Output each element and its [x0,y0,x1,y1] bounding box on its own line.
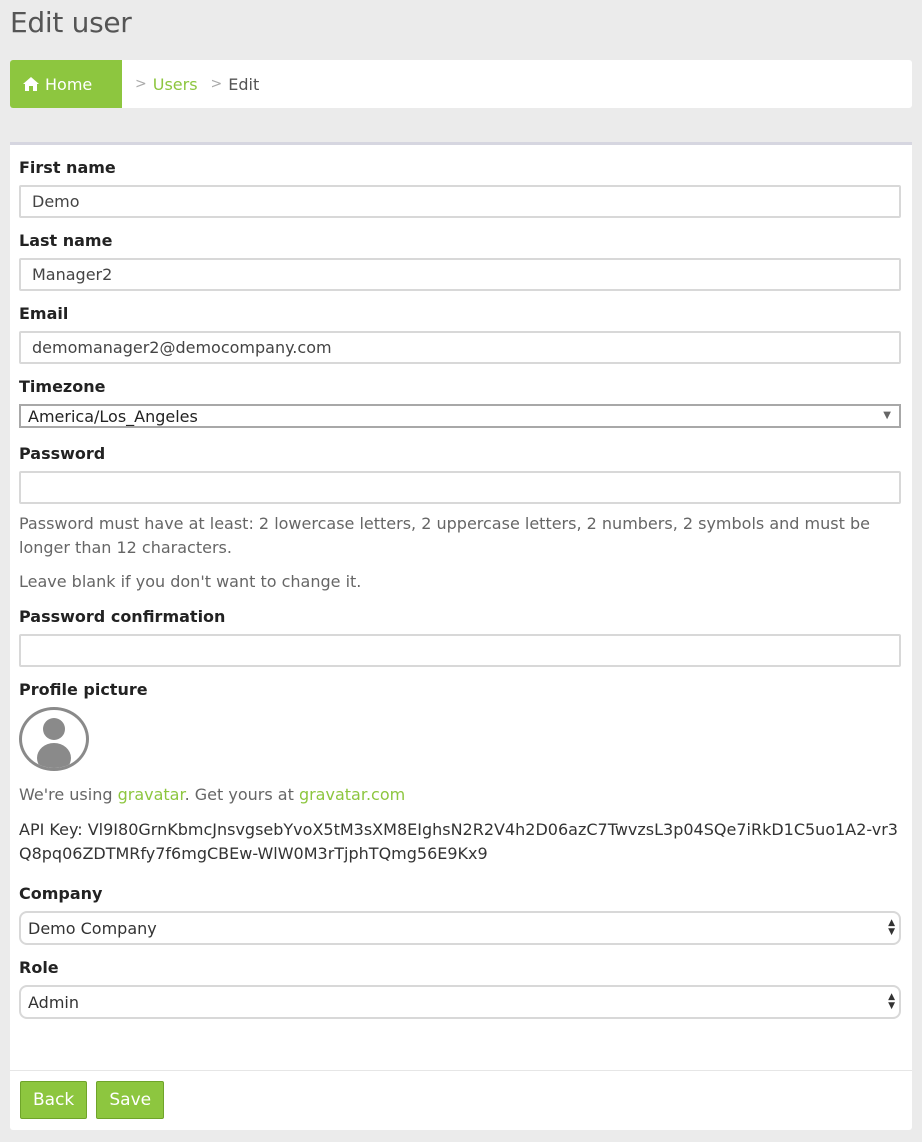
gravatar-text-before: We're using [19,785,118,804]
email-input[interactable] [19,331,901,364]
last-name-label: Last name [19,231,113,250]
chevron-down-icon: ▼ [883,410,891,421]
password-confirmation-label: Password confirmation [19,607,226,626]
breadcrumb-separator: > [135,76,147,92]
password-label: Password [19,444,106,463]
first-name-input[interactable] [19,185,901,218]
home-icon [22,76,40,92]
page-title: Edit user [10,6,132,39]
password-field [19,444,903,594]
breadcrumb-current: Edit [228,74,260,94]
role-label: Role [19,958,59,977]
breadcrumb-users-link[interactable]: Users [152,74,198,94]
password-blank-help: Leave blank if you don't want to change it. [19,572,362,591]
select-arrows-icon: ▲ ▼ [888,992,895,1011]
gravatar-text-middle: . Get yours at [184,785,299,804]
breadcrumb-separator: > [210,76,223,92]
first-name-field [19,158,903,218]
api-key [19,818,903,866]
gravatar-site-link[interactable]: gravatar.com [298,785,406,804]
back-button[interactable]: Back [20,1081,87,1119]
select-arrows-icon: ▲ ▼ [888,918,895,937]
gravatar-info [19,785,903,804]
email-field [19,304,903,364]
save-button[interactable]: Save [96,1081,164,1119]
timezone-field [19,377,903,428]
default-user-avatar-icon [22,710,86,768]
role-select[interactable] [19,985,901,1019]
password-rules-help: Password must have at least: 2 lowercase letters, 2 uppercase letters, 2 numbers, 2 symbols and must be longer than 12 characters. [19,514,870,557]
gravatar-link[interactable]: gravatar [117,785,185,804]
breadcrumb [10,60,912,108]
edit-user-form [10,145,912,1019]
password-input[interactable] [19,471,901,504]
api-key-label: API Key: [19,820,83,839]
role-selected-value: Admin [28,992,79,1012]
role-field [19,958,903,1019]
timezone-select[interactable] [19,404,901,428]
last-name-input[interactable] [19,258,901,291]
breadcrumb-home-label: Home [45,74,93,94]
last-name-field [19,231,903,291]
company-select[interactable] [19,911,901,945]
edit-user-panel [10,142,912,1130]
profile-picture-field [19,680,903,866]
first-name-label: First name [19,158,116,177]
password-confirmation-input[interactable] [19,634,901,667]
company-selected-value: Demo Company [28,918,157,938]
email-label: Email [19,304,69,323]
api-key-value: Vl9I80GrnKbmcJnsvgsebYvoX5tM3sXM8EIghsN2R2V4h2D06azC7TwvzsL3p04SQe7iRkD1C5uo1A2-vr3Q8pq06ZDTMRfy7f6mgCBEw-WlW0M3rTjphTQmg56E9Kx9 [19,820,898,863]
breadcrumb-home-link[interactable] [10,60,122,108]
company-label: Company [19,884,103,903]
avatar [19,707,89,771]
timezone-label: Timezone [19,377,106,396]
password-confirmation-field [19,607,903,667]
profile-picture-label: Profile picture [19,680,148,699]
company-field [19,884,903,945]
form-actions [10,1070,912,1130]
timezone-selected-value: America/Los_Angeles [28,406,198,426]
